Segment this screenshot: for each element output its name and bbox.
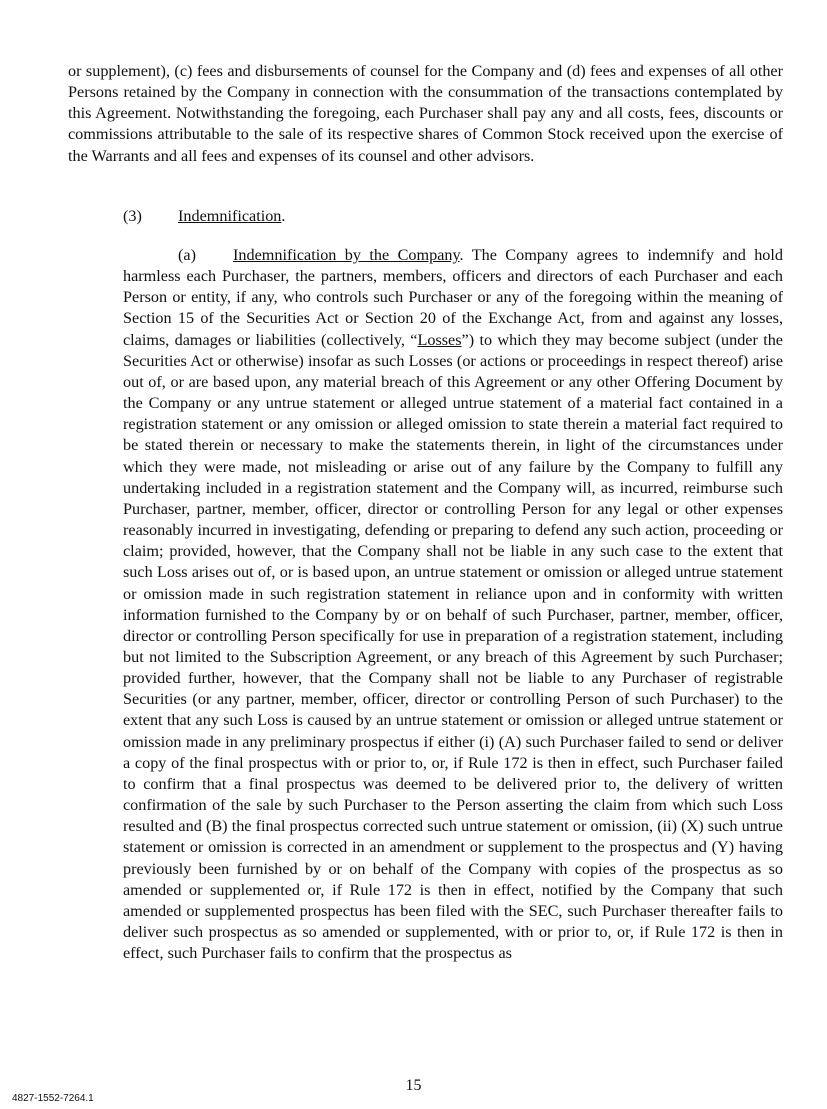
paragraph-indemnification-by-company: [123, 245, 783, 964]
section-title: Indemnification: [178, 207, 282, 225]
subsection-text-part-1: The Company agrees to indemnify and hold harmless each Purchaser, the partners, members, officers and directors of each Purchaser and each Person or entity, if any, who controls such Purchaser or any of the foregoing within the meaning of Section 15 of the Securities Act or Section 20 of the Exchange Act, from and against any losses, claims, damages or liabilities (collectively, “: [123, 246, 783, 349]
page-number: 15: [405, 1077, 422, 1094]
section-title-suffix: .: [281, 207, 286, 225]
defined-term-losses: Losses: [417, 330, 462, 349]
subsection-title-suffix: .: [459, 246, 464, 264]
subsection-label: (a): [178, 246, 196, 264]
document-id: 4827-1552-7264.1: [12, 1093, 94, 1104]
subsection-text-part-2: ”) to which they may become subject (under the Securities Act or otherwise) insofar as such Losses (or actions or proceedings in respect thereof) arise out of, or are based upon, any material breach of this Agreement or any other Offering Document by the Company or any untrue statement or alleged untrue statement of a material fact contained in a registration statement or any omission or alleged omission to state therein a material fact required to be stated therein or necessary to make the statements therein, in light of the circumstances under which they were made, not misleading or arise out of any failure by the Company to fulfill any undertaking included in a registration statement and the Company will, as incurred, reimburse such Purchaser, partner, member, officer, director or controlling Person for any legal or other expenses reasonably incurred in investigating, defending or preparing to defend any such action, proceeding or claim; provided, however, that the Company shall not be liable in any such case to the extent that such Loss arises out of, or is based upon, an untrue statement or omission or alleged untrue statement or omission made in such registration statement in reliance upon and in conformity with written information furnished to the Company by or on behalf of such Purchaser, partner, member, officer, director or controlling Person specifically for use in preparation of a registration statement, including but not limited to the Subscription Agreement, or any breach of this Agreement by such Purchaser; provided further, however, that the Company shall not be liable to any Purchaser of registrable Securities (or any partner, member, officer, director or controlling Person of such Purchaser) to the extent that any such Loss is caused by an untrue statement or omission or alleged untrue statement or omission made in any preliminary prospectus if either (i) (A) such Purchaser failed to send or deliver a copy of the final prospectus with or prior to, or, if Rule 172 is then in effect, such Purchaser failed to confirm that a final prospectus was deemed to be delivered prior to, the delivery of written confirmation of the sale by such Purchaser to the Person asserting the claim from which such Loss resulted and (B) the final prospectus corrected such untrue statement or omission, (ii) (X) such untrue statement or omission is corrected in an amendment or supplement to the prospectus and (Y) having previously been furnished by or on behalf of the Company with copies of the prospectus as so amended or supplemented or, if Rule 172 is then in effect, notified by the Company that such amended or supplemented prospectus has been filed with the SEC, such Purchaser thereafter fails to deliver such prospectus as so amended or supplemented, with or prior to, or, if Rule 172 is then in effect, such Purchaser fails to confirm that the prospectus as: [123, 330, 783, 963]
section-heading-indemnification: [123, 206, 285, 227]
section-number: (3): [123, 207, 142, 225]
subsection-title: Indemnification by the Company: [233, 246, 460, 264]
paragraph-expenses: or supplement), (c) fees and disbursements of counsel for the Company and (d) fees and expenses of all other Persons retained by the Company in connection with the consummation of the transactions contemplated by this Agreement. Notwithstanding the foregoing, each Purchaser shall pay any and all costs, fees, discounts or commissions attributable to the sale of its respective shares of Common Stock received upon the exercise of the Warrants and all fees and expenses of its counsel and other advisors.: [68, 62, 783, 165]
